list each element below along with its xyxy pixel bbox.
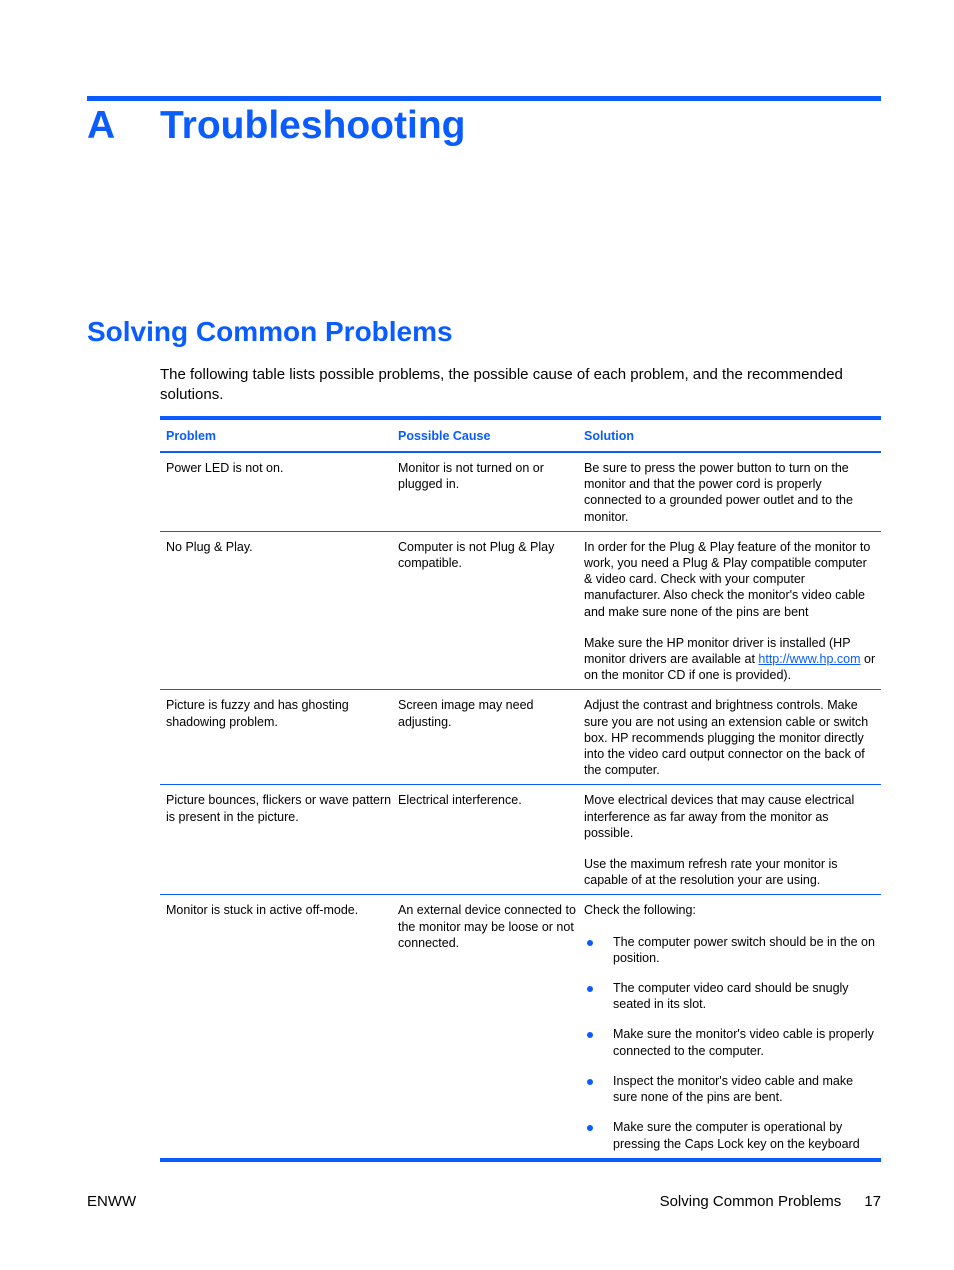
list-item bbox=[584, 1026, 877, 1058]
header-problem: Problem bbox=[166, 428, 217, 443]
solution-cell bbox=[578, 792, 881, 888]
cause-cell: Computer is not Plug & Play compatible. bbox=[398, 539, 555, 571]
solution-cell bbox=[578, 902, 881, 1151]
list-item-text: Inspect the monitor's video cable and make sure none of the pins are bent. bbox=[613, 1073, 854, 1105]
intro-paragraph: The following table lists possible problems, the possible cause of each problem, and the recommended solutions. bbox=[160, 366, 843, 403]
footer-section-name: Solving Common Problems bbox=[659, 1193, 842, 1210]
list-item bbox=[584, 1073, 877, 1105]
table-row bbox=[160, 532, 881, 691]
section-title: Solving Common Problems bbox=[87, 316, 453, 347]
cause-cell: An external device connected to the monitor may be loose or not connected. bbox=[398, 903, 576, 950]
cause-cell: Screen image may need adjusting. bbox=[398, 698, 534, 729]
list-item bbox=[584, 980, 877, 1012]
list-item-text: Make sure the computer is operational by pressing the Caps Lock key on the keyboard bbox=[613, 1120, 860, 1151]
solution-text: Move electrical devices that may cause electrical interference as far away from the monitor as possible. bbox=[584, 793, 855, 840]
problem-cell: Power LED is not on. bbox=[166, 461, 284, 475]
header-possible-cause: Possible Cause bbox=[398, 428, 491, 443]
solution-text: In order for the Plug & Play feature of the monitor to work, you need a Plug & Play compatible computer & video card. Check with your computer manufacturer. Also check the monitor's video cable and make sure none of the pins are bent bbox=[584, 539, 871, 619]
table-row bbox=[160, 453, 881, 532]
table-row bbox=[160, 895, 881, 1157]
bullet-icon bbox=[587, 1079, 593, 1085]
bullet-icon bbox=[587, 1032, 593, 1038]
solution-link-pre: Make sure the HP monitor driver is installed (HP monitor drivers are available at bbox=[584, 635, 851, 667]
bullet-icon bbox=[587, 986, 593, 992]
solution-text: Adjust the contrast and brightness controls. Make sure you are not using an extension cable or switch box. HP recommends plugging the monitor directly into the video card output connector on the back of the computer. bbox=[584, 698, 869, 778]
header-solution: Solution bbox=[584, 428, 634, 443]
solution-text bbox=[584, 635, 877, 684]
list-item-text: The computer video card should be snugly seated in its slot. bbox=[613, 981, 849, 1012]
bullet-icon bbox=[587, 940, 593, 946]
problem-cell: Picture is fuzzy and has ghosting shadowing problem. bbox=[166, 698, 349, 729]
solution-text: Use the maximum refresh rate your monitor is capable of at the resolution your are using. bbox=[584, 857, 838, 888]
table-row bbox=[160, 785, 881, 895]
solution-cell bbox=[578, 697, 881, 778]
chapter-letter: A bbox=[87, 104, 116, 147]
check-list bbox=[584, 934, 877, 1152]
solution-link-post: or on the monitor CD if one is provided). bbox=[584, 652, 876, 683]
cause-cell: Monitor is not turned on or plugged in. bbox=[398, 461, 544, 492]
troubleshooting-table bbox=[160, 416, 881, 1162]
list-item-text: Make sure the monitor's video cable is properly connected to the computer. bbox=[613, 1027, 874, 1058]
list-item bbox=[584, 934, 877, 966]
hp-website-link[interactable]: http://www.hp.com bbox=[758, 652, 861, 667]
footer-label: ENWW bbox=[87, 1193, 137, 1210]
problem-cell: No Plug & Play. bbox=[166, 539, 253, 554]
chapter-title: Troubleshooting bbox=[160, 104, 466, 147]
solution-cell bbox=[578, 460, 881, 525]
list-item bbox=[584, 1119, 877, 1151]
solution-text: Check the following: bbox=[584, 903, 696, 918]
page-number: 17 bbox=[864, 1193, 881, 1210]
problem-cell: Monitor is stuck in active off-mode. bbox=[166, 903, 359, 918]
footer-right bbox=[660, 1193, 881, 1210]
cause-cell: Electrical interference. bbox=[398, 793, 522, 808]
problem-cell: Picture bounces, flickers or wave pattern is present in the picture. bbox=[166, 793, 392, 824]
solution-text: Be sure to press the power button to turn on the monitor and that the power cord is properly connected to a grounded power outlet and to the monitor. bbox=[584, 461, 853, 524]
list-item-text: The computer power switch should be in the on position. bbox=[613, 934, 875, 965]
table-header bbox=[160, 420, 881, 453]
table-row bbox=[160, 690, 881, 785]
solution-cell bbox=[578, 539, 881, 684]
chapter-heading bbox=[87, 99, 465, 153]
bullet-icon bbox=[587, 1125, 593, 1131]
